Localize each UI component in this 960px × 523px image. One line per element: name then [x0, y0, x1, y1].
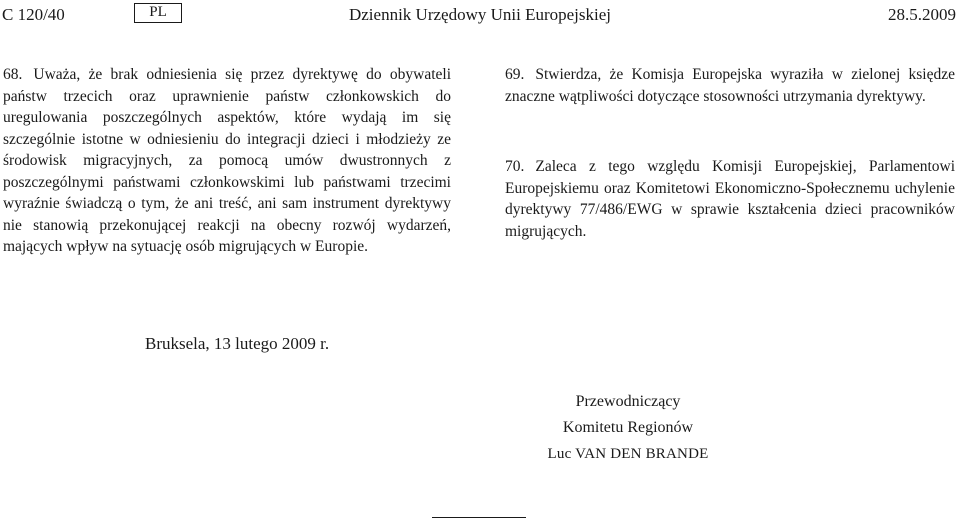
language-badge: PL — [134, 3, 182, 23]
signatory-name: Luc VAN DEN BRANDE — [547, 446, 709, 462]
journal-title: Dziennik Urzędowy Unii Europejskiej — [348, 5, 611, 24]
publication-date: 28.5.2009 — [888, 5, 956, 24]
left-column — [3, 64, 451, 307]
paragraph-text: Uważa, że brak odniesienia się przez dyrektywę do obywateli państw trzecich oraz uprawnienie państw członkowskich do uregulowania poszczególnych aspektów, które wydają im się szczególnie istotne w odniesieniu do integracji dzieci i młodzieży ze środowisk migracyjnych, za pomocą umów dwustronnych z poszczególnymi państwami członkowskimi lub państwami trzecimi wyraźnie świadczą o tym, że ani treść, ani sam instrument dyrektywy nie stanowią przekonującej reakcji na obecny rozwój wydarzeń, mających wpływ na sytuację osób migrujących w Europie. — [3, 66, 451, 255]
footer-divider — [432, 517, 526, 518]
place-and-date: Bruksela, 13 lutego 2009 r. — [145, 334, 330, 353]
signature-block — [528, 389, 728, 467]
paragraph-text: Stwierdza, że Komisja Europejska wyraziła w zielonej księdze znaczne wątpliwości dotyczące stosowności utrzymania dyrektywy. — [505, 66, 955, 105]
paragraph-70 — [505, 156, 955, 242]
paragraph-text: Zaleca z tego względu Komisji Europejskiej, Parlamentowi Europejskiemu oraz Komitetowi Ekonomiczno-Społecznemu uchylenie dyrektywy 77/486/EWG w sprawie kształcenia dzieci pracowników migrujących. — [505, 158, 955, 240]
signatory-body: Komitetu Regionów — [562, 419, 694, 436]
paragraph-number: 69. — [505, 66, 525, 83]
paragraph-68 — [3, 64, 451, 258]
paragraph-number: 70. — [505, 158, 525, 175]
page-reference: C 120/40 — [2, 5, 65, 24]
paragraph-69 — [505, 64, 955, 107]
paragraph-number: 68. — [3, 66, 23, 83]
signatory-title: Przewodniczący — [575, 393, 681, 410]
page-header — [0, 4, 960, 28]
right-column — [505, 64, 955, 291]
